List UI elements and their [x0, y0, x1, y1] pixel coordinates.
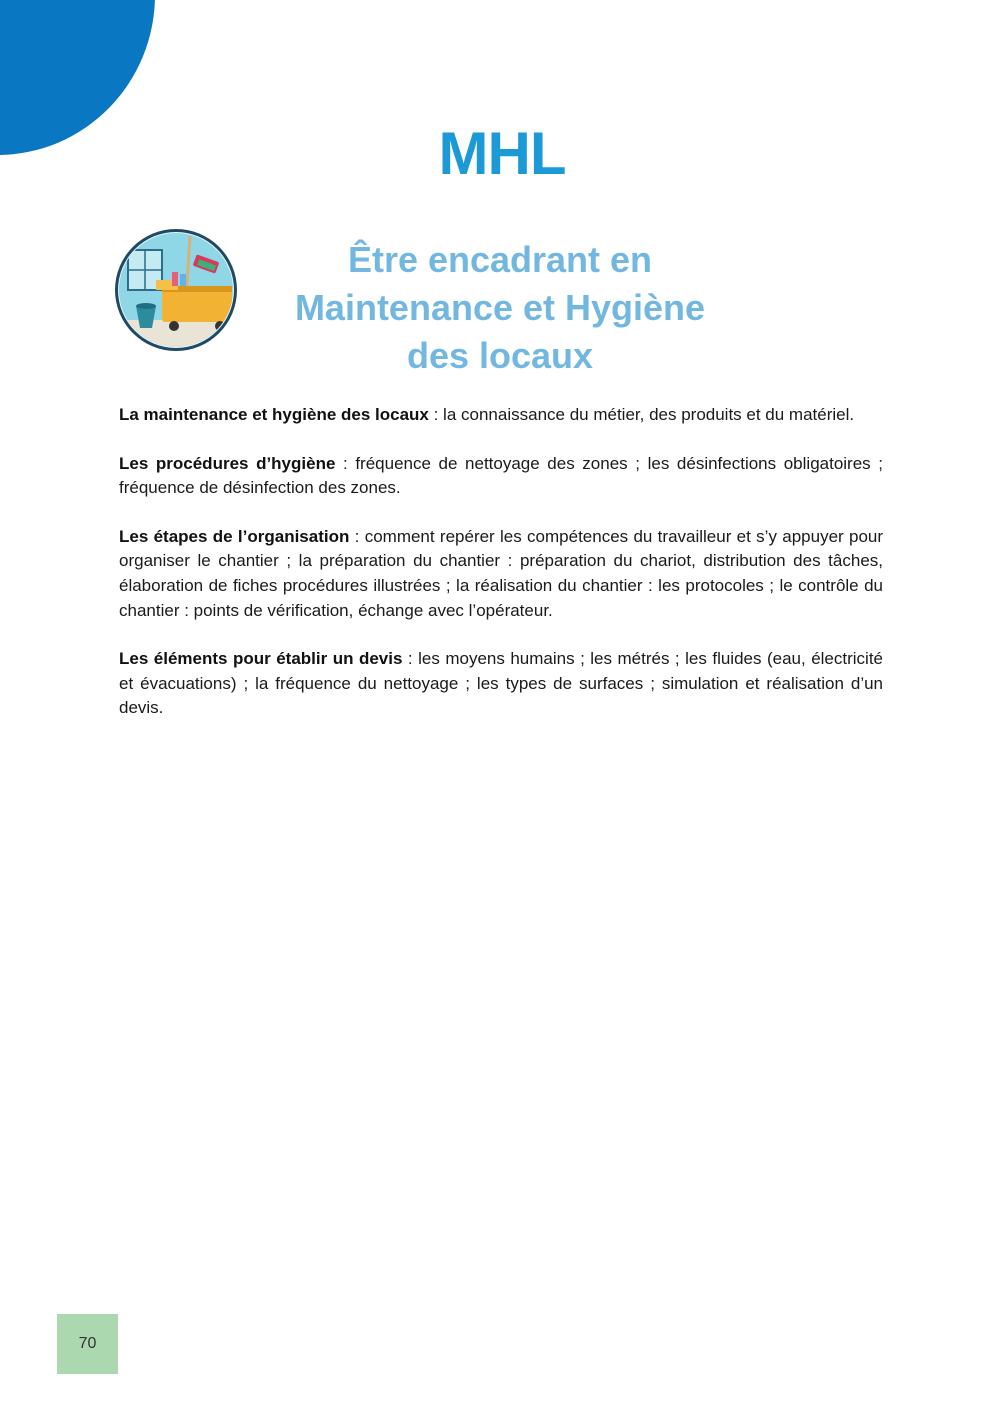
section-paragraph: [119, 452, 883, 501]
cleaning-cart-icon: [112, 228, 240, 352]
subtitle-line-2: Maintenance et Hygiène: [294, 287, 706, 328]
section-text: : les moyens humains ; les métrés ; les fluides (eau, électricité et évacuations) ; la fréquence du nettoyage ; les types de surfaces ; simulation et réalisation d’un devis.: [119, 649, 884, 718]
section-text: : la connaissance du métier, des produits et du matériel.: [428, 405, 855, 424]
subtitle-line-3: des locaux: [406, 335, 594, 376]
section-heading: La maintenance et hygiène des locaux: [119, 405, 429, 424]
section-heading: Les éléments pour établir un devis: [119, 649, 403, 669]
section-text: : fréquence de nettoyage des zones ; les désinfections obligatoires ; fréquence de désinfection des zones.: [119, 453, 883, 498]
content-body: [119, 403, 883, 745]
section-heading: Les procédures d’hygiène: [119, 453, 336, 473]
section-heading: Les étapes de l’organisation: [119, 526, 350, 546]
page-subtitle: [240, 236, 760, 380]
page-number: [57, 1314, 118, 1374]
section-paragraph: [119, 647, 883, 721]
page-number-label: 70: [78, 1335, 97, 1352]
section-text: : comment repérer les compétences du travailleur et s’y appuyer pour organiser le chantier ; la préparation du chantier : préparation du chariot, distribution des tâches, élaboration de fiches procédures illustrées ; la réalisation du chantier : les protocoles ; le contrôle du chantier : points de vérification, échange avec l’opérateur.: [119, 526, 884, 620]
section-paragraph: [119, 525, 883, 623]
section-paragraph: [119, 403, 883, 428]
subtitle-line-1: Être encadrant en: [347, 239, 653, 280]
page-title: MHL: [438, 120, 566, 187]
